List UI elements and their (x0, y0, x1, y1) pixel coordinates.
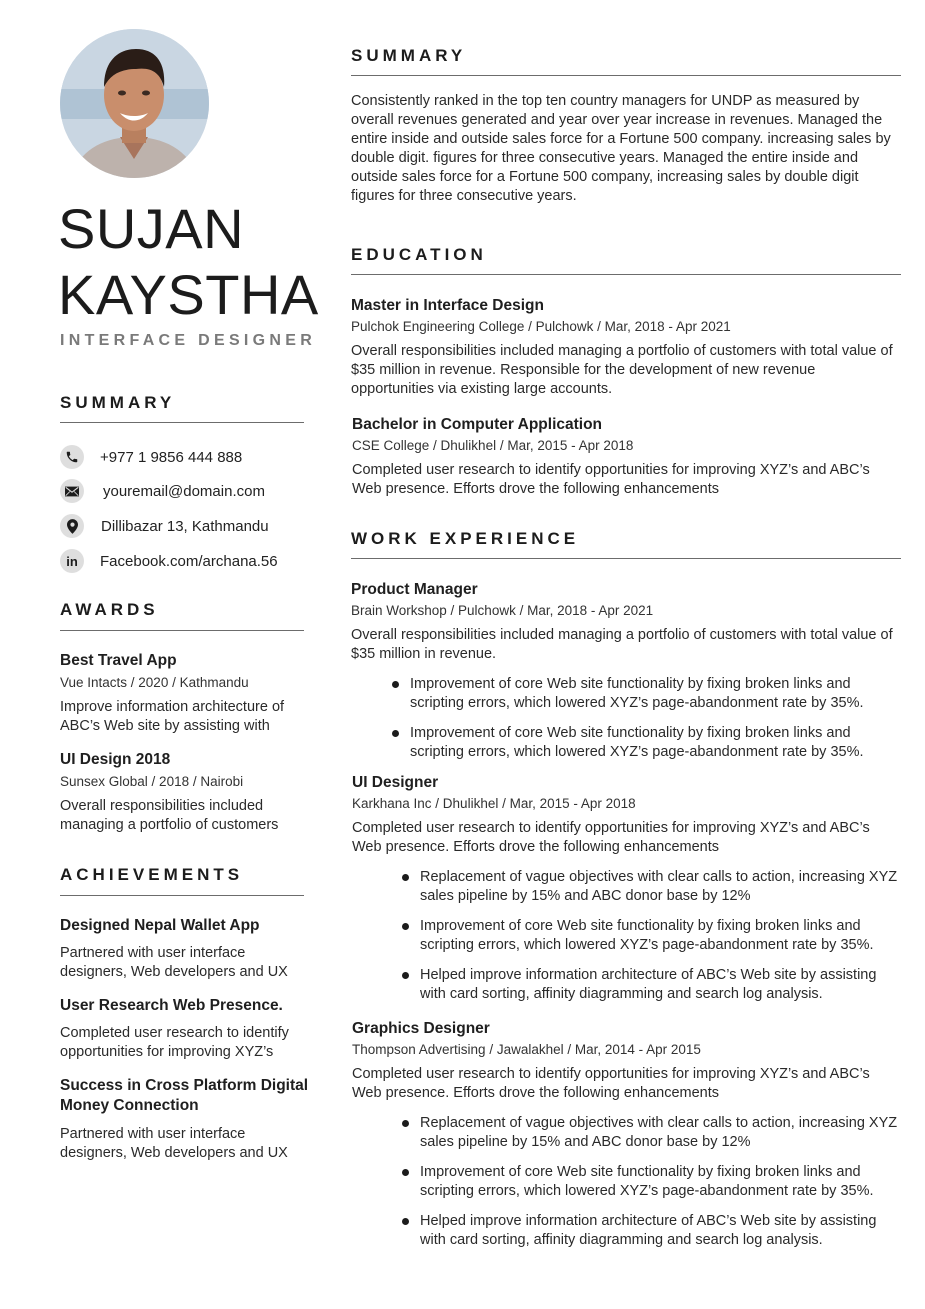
job-title: UI Designer (352, 774, 439, 791)
contact-phone (60, 445, 304, 469)
award-description: Improve information architecture of ABC’s Web site by assisting with (60, 699, 285, 734)
job-title: INTERFACE DESIGNER (60, 332, 317, 349)
education-degree: Master in Interface Design (351, 297, 544, 314)
education-meta: CSE College / Dhulikhel / Mar, 2015 - Apr 2018 (352, 438, 634, 453)
job-title: Product Manager (351, 581, 478, 598)
summary-paragraph: Consistently ranked in the top ten country managers for UNDP as measured by overall revenues generated and year over year increase in revenues. Managed the entire inside and outside sales force for a Fortune 500 company. increasing sales by double digit. figures for three consecutive years. Managed the entire inside and outside sales force for a Fortune 500 company, increasing sales by double digit figures for three consecutive years. (351, 93, 891, 204)
bullet-item: Improvement of core Web site functionality by fixing broken links and scripting errors, which lowered XYZ’s page-abandonment rate by 35%. (390, 724, 890, 762)
job-title: Graphics Designer (352, 1020, 490, 1037)
job-description: Completed user research to identify opportunities for improving XYZ’s and ABC’s Web presence. Efforts drove the following enhancements (352, 820, 870, 855)
location-pin-icon (60, 514, 84, 538)
mail-icon (60, 479, 84, 503)
phone-number[interactable]: +977 1 9856 444 888 (100, 448, 243, 466)
bullet-item: Improvement of core Web site functionality by fixing broken links and scripting errors, which lowered XYZ’s page-abandonment rate by 35%. (400, 917, 900, 955)
bullet-item: Improvement of core Web site functionality by fixing broken links and scripting errors, which lowered XYZ’s page-abandonment rate by 35%. (390, 675, 890, 713)
work-experience-heading: WORK EXPERIENCE (351, 529, 580, 548)
education-degree: Bachelor in Computer Application (352, 416, 603, 433)
section-divider (351, 274, 901, 275)
job-bullets (400, 868, 900, 1015)
person-portrait-icon (60, 29, 209, 178)
social-link[interactable]: Facebook.com/archana.56 (100, 552, 278, 570)
address: Dillibazar 13, Kathmandu (101, 517, 269, 535)
section-divider (60, 895, 304, 896)
contact-social (60, 549, 304, 573)
section-divider (60, 630, 304, 631)
section-divider (60, 422, 304, 423)
summary-heading: SUMMARY (351, 46, 467, 65)
profile-photo (60, 29, 209, 178)
achievement-title: Designed Nepal Wallet App (60, 917, 260, 934)
job-meta: Thompson Advertising / Jawalakhel / Mar, 2014 - Apr 2015 (352, 1042, 701, 1057)
contact-heading: SUMMARY (60, 393, 176, 412)
email-address[interactable]: youremail@domain.com (103, 482, 265, 500)
bullet-item: Replacement of vague objectives with clear calls to action, increasing XYZ sales pipeline by 15% and ABC donor base by 12% (400, 1114, 900, 1152)
linkedin-icon: in (60, 549, 84, 573)
job-meta: Brain Workshop / Pulchowk / Mar, 2018 - Apr 2021 (351, 603, 654, 618)
award-description: Overall responsibilities included managing a portfolio of customers (60, 798, 279, 833)
bullet-item: Replacement of vague objectives with clear calls to action, increasing XYZ sales pipeline by 15% and ABC donor base by 12% (400, 868, 900, 906)
last-name: KAYSTHA (58, 263, 319, 326)
section-divider (351, 558, 901, 559)
award-meta: Sunsex Global / 2018 / Nairobi (60, 774, 244, 789)
achievement-title: User Research Web Presence. (60, 997, 283, 1014)
phone-icon (60, 445, 84, 469)
award-title: Best Travel App (60, 652, 177, 669)
bullet-item: Helped improve information architecture of ABC’s Web site by assisting with card sorting, affinity diagramming and search log analysis. (400, 966, 900, 1004)
contact-address (60, 514, 304, 538)
achievements-heading: ACHIEVEMENTS (60, 865, 244, 884)
achievement-title: Success in Cross Platform Digital Money Connection (60, 1077, 309, 1114)
job-description: Completed user research to identify opportunities for improving XYZ’s and ABC’s Web presence. Efforts drove the following enhancements (352, 1066, 870, 1101)
bullet-item: Improvement of core Web site functionality by fixing broken links and scripting errors, which lowered XYZ’s page-abandonment rate by 35%. (400, 1163, 900, 1201)
achievement-description: Completed user research to identify opportunities for improving XYZ’s (60, 1025, 289, 1060)
achievement-description: Partnered with user interface designers, Web developers and UX (60, 945, 288, 980)
award-title: UI Design 2018 (60, 751, 171, 768)
first-name: SUJAN (58, 197, 245, 260)
education-description: Completed user research to identify opportunities for improving XYZ’s and ABC’s Web presence. Efforts drove the following enhancements (352, 462, 870, 497)
award-meta: Vue Intacts / 2020 / Kathmandu (60, 675, 249, 690)
section-divider (351, 75, 901, 76)
job-description: Overall responsibilities included managing a portfolio of customers with total value of $35 million in revenue. (351, 627, 893, 662)
bullet-item: Helped improve information architecture of ABC’s Web site by assisting with card sorting, affinity diagramming and search log analysis. (400, 1212, 900, 1250)
job-bullets (400, 1114, 900, 1261)
awards-heading: AWARDS (60, 600, 159, 619)
candidate-name (58, 196, 319, 328)
education-description: Overall responsibilities included managing a portfolio of customers with total value of $35 million in revenue. Responsible for the development of new revenue opportunities via existing large accounts. (351, 343, 893, 397)
achievement-description: Partnered with user interface designers, Web developers and UX (60, 1126, 288, 1161)
job-bullets (390, 675, 890, 773)
education-heading: EDUCATION (351, 245, 487, 264)
education-meta: Pulchok Engineering College / Pulchowk / Mar, 2018 - Apr 2021 (351, 319, 731, 334)
contact-email (60, 479, 304, 503)
job-meta: Karkhana Inc / Dhulikhel / Mar, 2015 - Apr 2018 (352, 796, 636, 811)
